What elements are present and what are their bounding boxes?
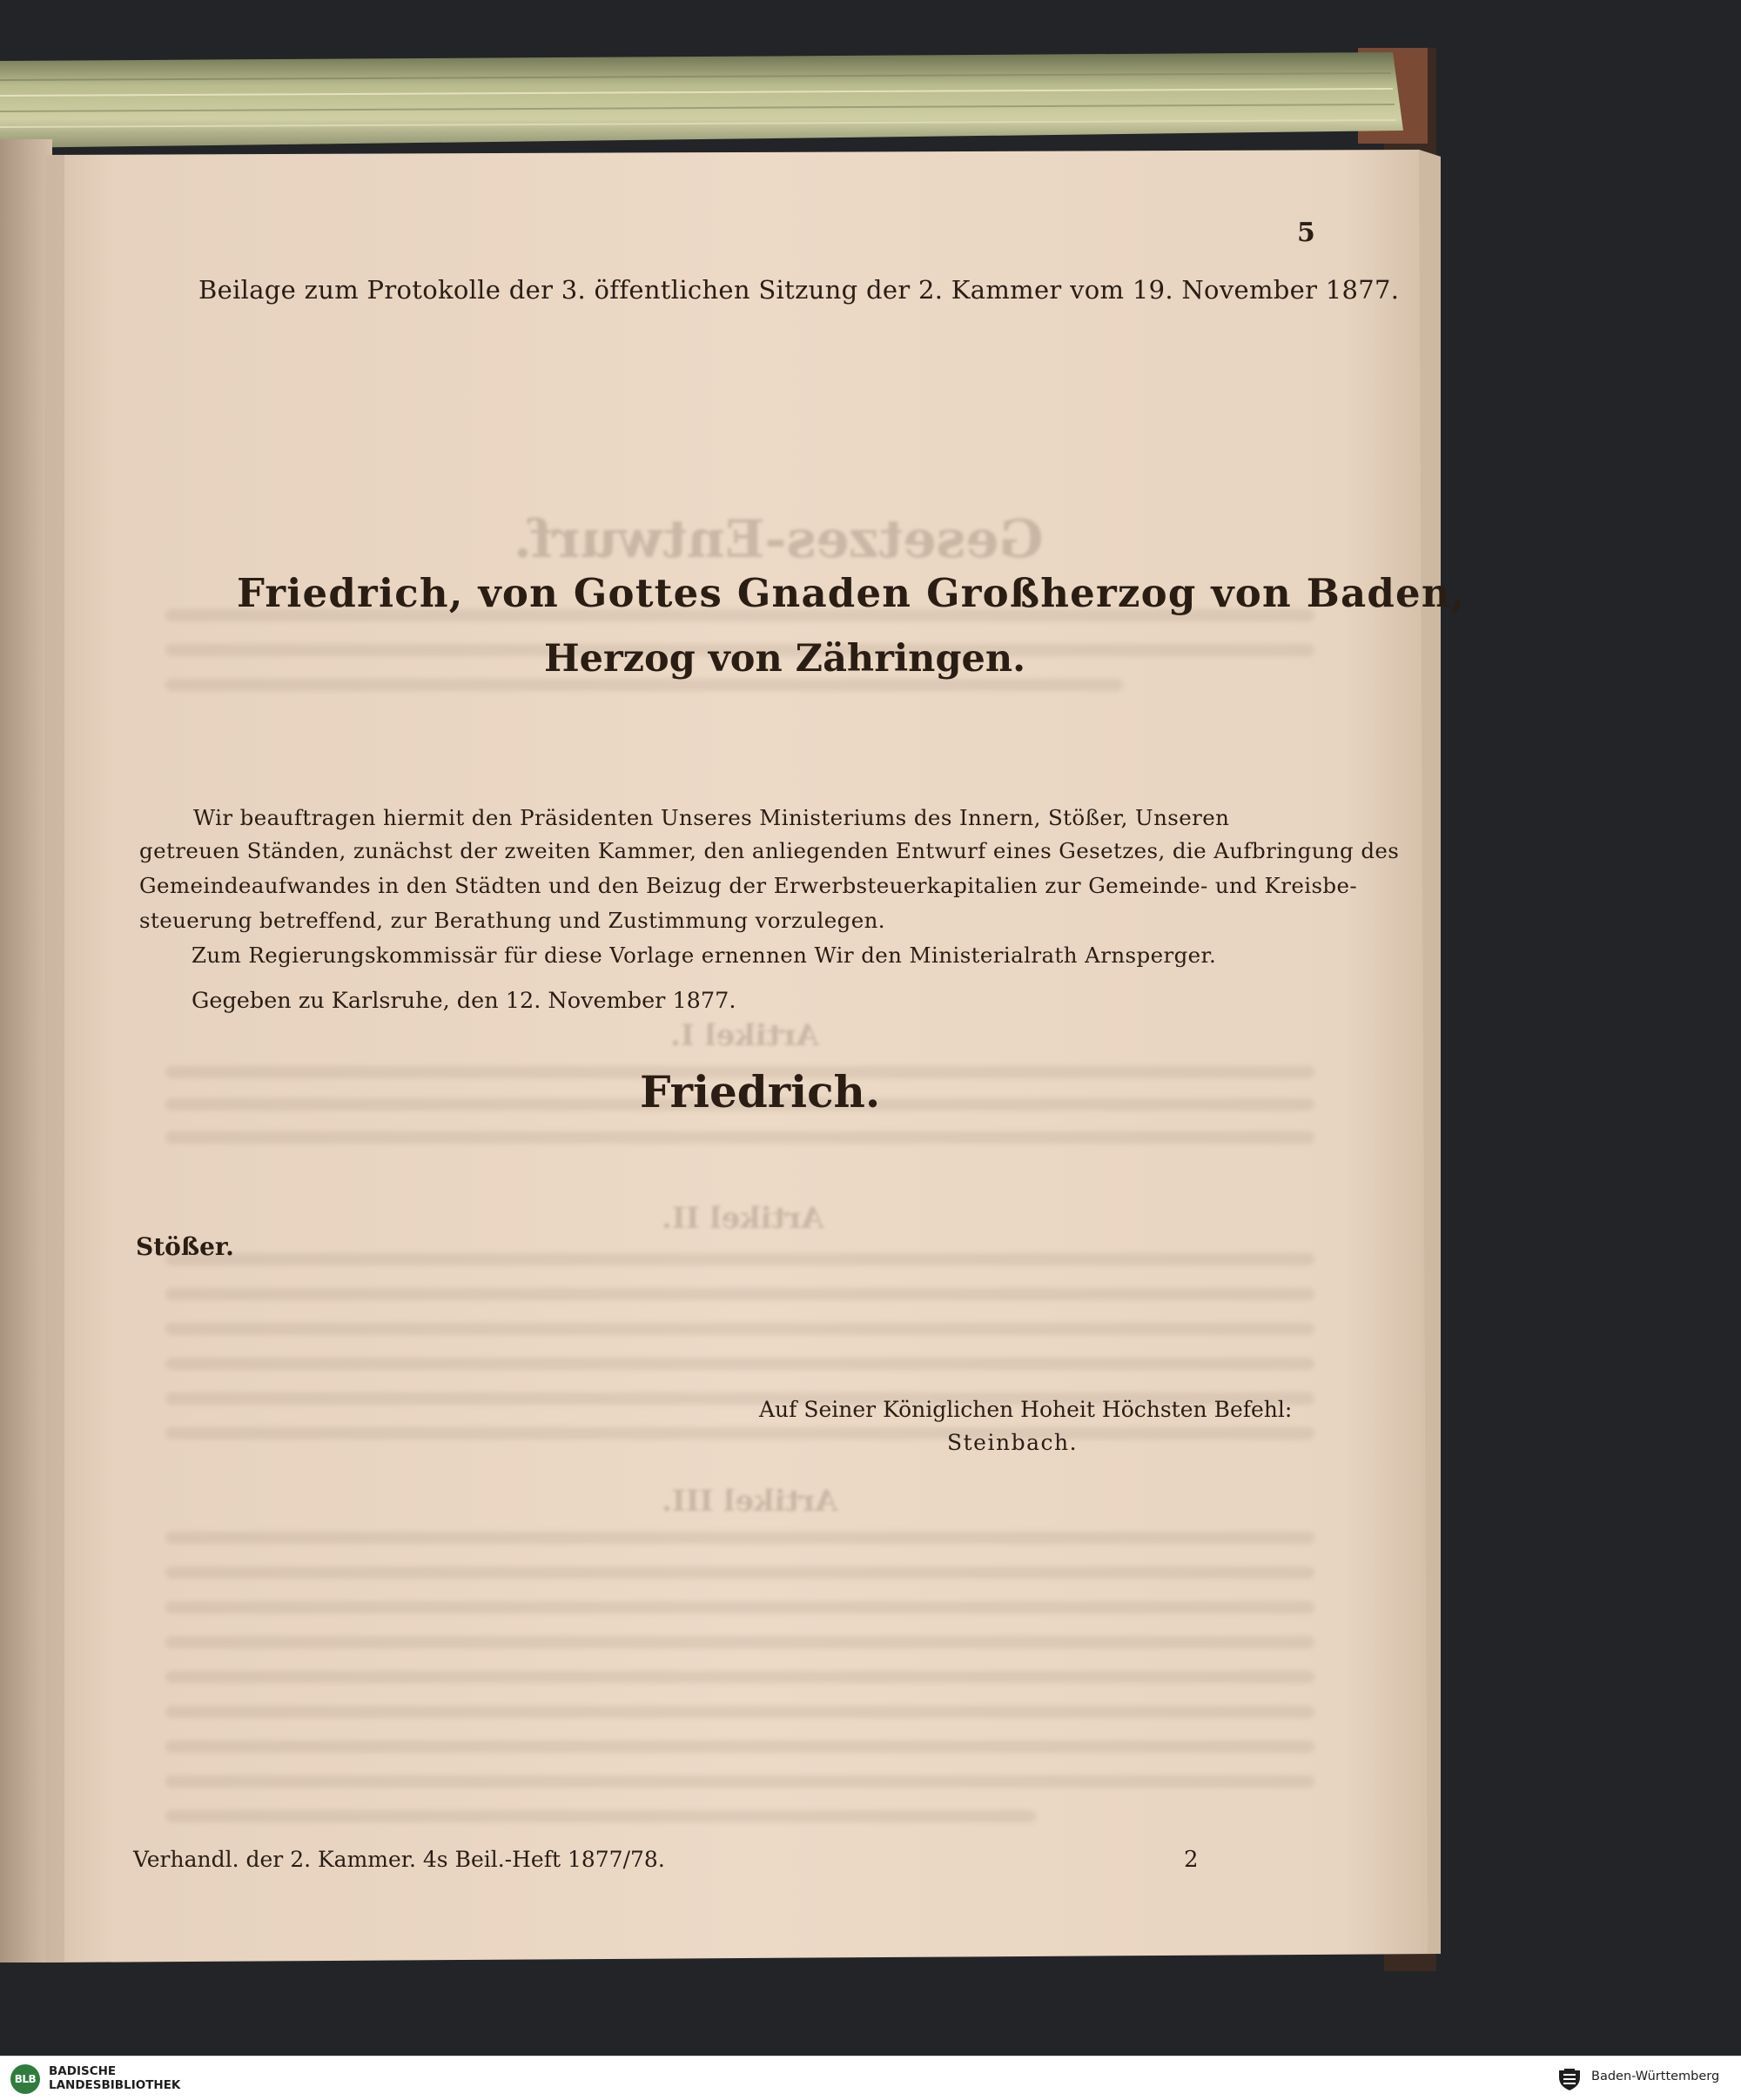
bleedthrough-artikel-2: Artikel II.	[662, 1201, 824, 1236]
body-line-2: getreuen Ständen, zunächst der zweiten Kammer, den anliegenden Entwurf eines Gesetzes, die Aufbringung des	[139, 838, 1400, 863]
bleedthrough-line	[165, 1358, 1314, 1370]
body-line-5: Zum Regierungskommissär für diese Vorlage ernennen Wir den Ministerialrath Arnsperger.	[192, 943, 1217, 968]
bleedthrough-line	[165, 1323, 1314, 1335]
bleedthrough-line	[165, 1131, 1314, 1144]
bleedthrough-line	[165, 1567, 1314, 1579]
blb-name[interactable]: BADISCHE LANDESBIBLIOTHEK	[49, 2064, 181, 2092]
blb-logo[interactable]: BLB	[10, 2064, 40, 2094]
bleedthrough-line	[165, 1775, 1314, 1788]
bleedthrough-line	[165, 1427, 1314, 1439]
order-line: Auf Seiner Königlichen Hoheit Höchsten Befehl:	[759, 1397, 1293, 1422]
baden-wuerttemberg-label[interactable]: Baden-Württemberg	[1591, 2070, 1720, 2083]
minister-signature: Stößer.	[136, 1232, 234, 1261]
body-line-4: steuerung betreffend, zur Berathung und Zustimmung vorzulegen.	[139, 908, 885, 933]
bleedthrough-line	[165, 1532, 1314, 1544]
decree-title-line1: Friedrich, von Gottes Gnaden Großherzog von Baden,	[237, 570, 1466, 616]
dated-line: Gegeben zu Karlsruhe, den 12. November 1877.	[192, 988, 736, 1014]
body-line-1: Wir beauftragen hiermit den Präsidenten Unseres Ministeriums des Innern, Stößer, Unseren	[193, 805, 1230, 830]
viewer-footer	[0, 2056, 1741, 2100]
baden-wuerttemberg-coat-of-arms-icon	[1556, 2067, 1583, 2091]
decree-title-line2: Herzog von Zähringen.	[544, 637, 1026, 681]
bleedthrough-line	[165, 1636, 1314, 1648]
bleedthrough-heading: Gesetzes-Entwurf.	[514, 509, 1044, 570]
grand-duke-signature: Friedrich.	[640, 1066, 881, 1117]
bleedthrough-artikel-1: Artikel I.	[670, 1018, 819, 1053]
body-line-3: Gemeindeaufwandes in den Städten und den Beizug der Erwerbsteuerkapitalien zur Gemeinde- und Kreisbe-	[139, 873, 1358, 898]
bleedthrough-line	[165, 1741, 1314, 1753]
bleedthrough-line	[165, 1810, 1036, 1822]
bleedthrough-line	[165, 1601, 1314, 1614]
signature-mark: 2	[1184, 1847, 1199, 1873]
bleedthrough-line	[165, 1253, 1314, 1265]
secretary-signature: Steinbach.	[947, 1430, 1079, 1455]
bleedthrough-artikel-3: Artikel III.	[662, 1484, 838, 1519]
bleedthrough-line	[165, 679, 1123, 691]
bleedthrough-line	[165, 1706, 1314, 1718]
page-number: 5	[1297, 218, 1315, 248]
bleedthrough-line	[165, 1671, 1314, 1683]
footer-reference: Verhandl. der 2. Kammer. 4s Beil.-Heft 1877/78.	[133, 1847, 665, 1872]
page-header: Beilage zum Protokolle der 3. öffentlichen Sitzung der 2. Kammer vom 19. November 1877.	[198, 275, 1400, 305]
bleedthrough-line	[165, 1288, 1314, 1300]
